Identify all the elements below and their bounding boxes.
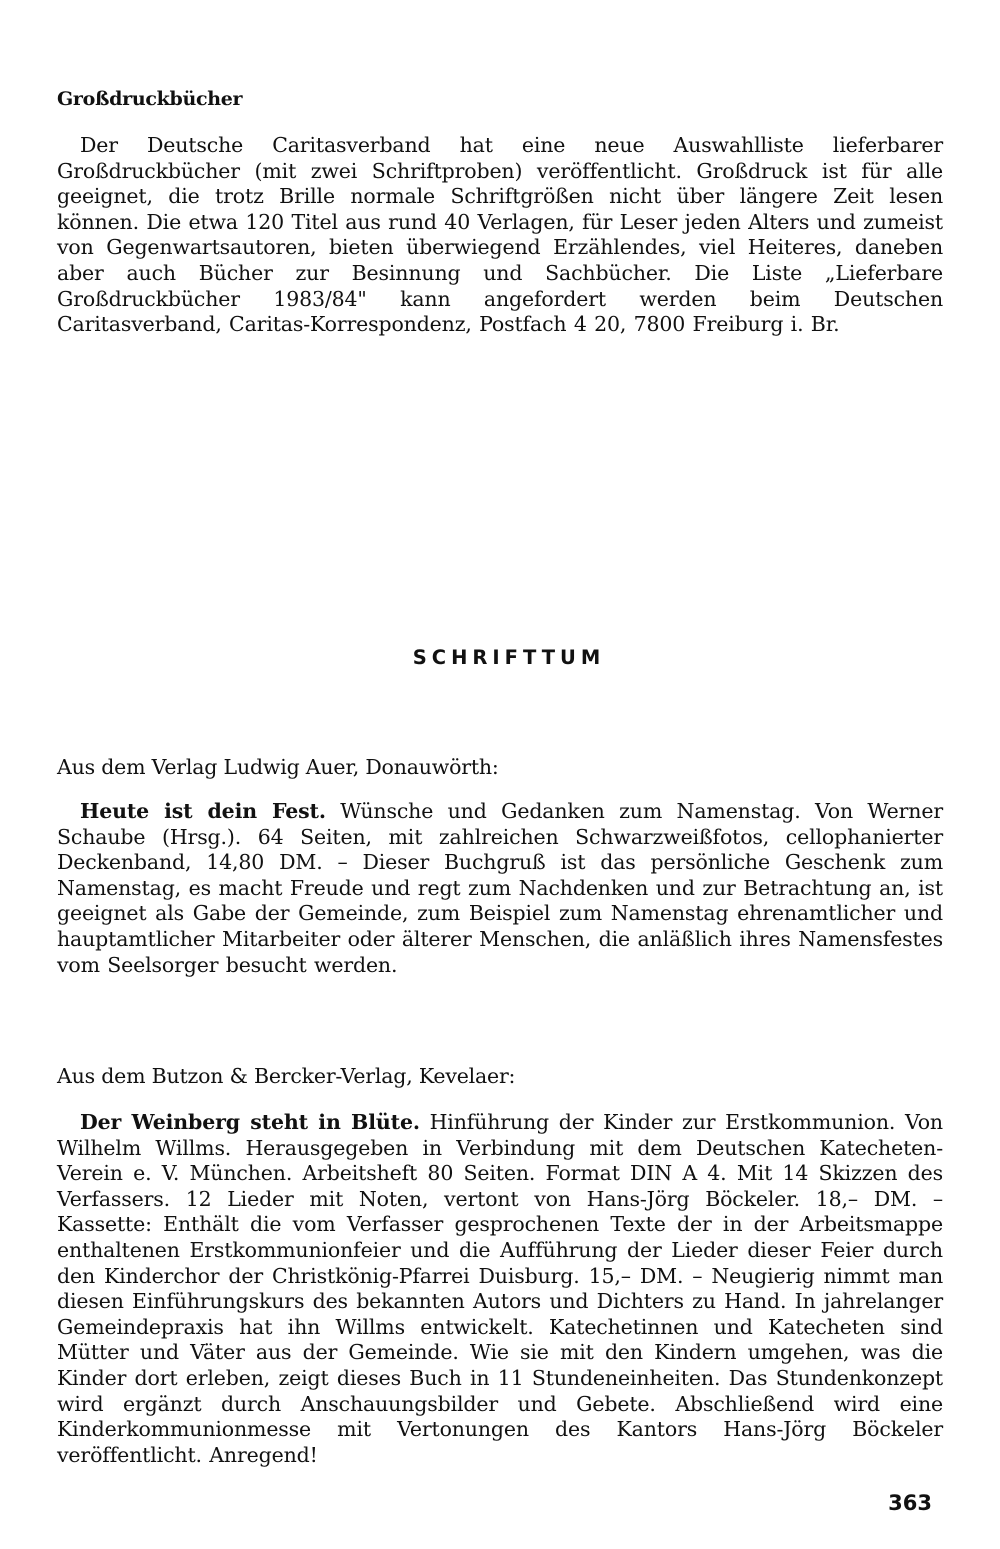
page-number: 363	[888, 1491, 932, 1515]
publisher-line: Aus dem Butzon & Bercker-Verlag, Kevelaer:	[57, 1064, 516, 1088]
review-entry	[57, 799, 943, 978]
review-text: Wünsche und Gedanken zum Namenstag. Von Werner Schaube (Hrsg.). 64 Seiten, mit zahlreichen Schwarzweißfotos, cellophanierter Deckenband, 14,80 DM. – Dieser Buchgruß ist das persönliche Geschenk zum Namenstag, es macht Freude und regt zum Nachdenken und zur Betrachtung an, ist geeignet als Gabe der Gemeinde, zum Beispiel zum Namenstag ehrenamtlicher und hauptamtlicher Mitarbeiter oder älterer Menschen, die anläßlich ihres Namensfestes vom Seelsorger besucht werden.	[57, 799, 943, 977]
book-title: Der Weinberg steht in Blüte.	[80, 1110, 420, 1134]
book-title: Heute ist dein Fest.	[80, 799, 326, 823]
notice-heading: Großdruckbücher	[57, 88, 243, 110]
section-title: SCHRIFTTUM	[412, 646, 606, 669]
notice-paragraph: Der Deutsche Caritasverband hat eine neue Auswahlliste lieferbarer Großdruckbücher (mit zwei Schriftproben) veröffentlicht. Großdruck ist für alle geeignet, die trotz Brille normale Schriftgrößen nicht über längere Zeit lesen können. Die etwa 120 Titel aus rund 40 Verlagen, für Leser jeden Alters und zumeist von Gegenwartsautoren, bieten überwiegend Erzählendes, viel Heiteres, daneben aber auch Bücher zur Besinnung und Sachbücher. Die Liste „Lieferbare Großdruckbücher 1983/84" kann angefordert werden beim Deutschen Caritasverband, Caritas-Korrespondenz, Postfach 4 20, 7800 Freiburg i. Br.	[57, 133, 943, 337]
publisher-line: Aus dem Verlag Ludwig Auer, Donauwörth:	[57, 755, 499, 779]
review-entry	[57, 1110, 943, 1468]
review-text: Hinführung der Kinder zur Erstkommunion. Von Wilhelm Willms. Herausgegeben in Verbindung mit dem Deutschen Katecheten-Verein e. V. München. Arbeitsheft 80 Seiten. Format DIN A 4. Mit 14 Skizzen des Verfassers. 12 Lieder mit Noten, vertont von Hans-Jörg Böckeler. 18,– DM. – Kassette: Enthält die vom Verfasser gesprochenen Texte der in der Arbeitsmappe enthaltenen Erstkommunionfeier und die Aufführung der Lieder dieser Feier durch den Kinderchor der Christkönig-Pfarrei Duisburg. 15,– DM. – Neugierig nimmt man diesen Einführungskurs des bekannten Autors und Dichters zu Hand. In jahrelanger Gemeindepraxis hat ihn Willms entwickelt. Katechetinnen und Katecheten sind Mütter und Väter aus der Gemeinde. Wie sie mit den Kindern umgehen, was die Kinder dort erleben, zeigt dieses Buch in 11 Stundeneinheiten. Das Stundenkonzept wird ergänzt durch Anschauungsbilder und Gebete. Abschließend wird eine Kinderkommunionmesse mit Vertonungen des Kantors Hans-Jörg Böckeler veröffentlicht. Anregend!	[57, 1110, 943, 1467]
